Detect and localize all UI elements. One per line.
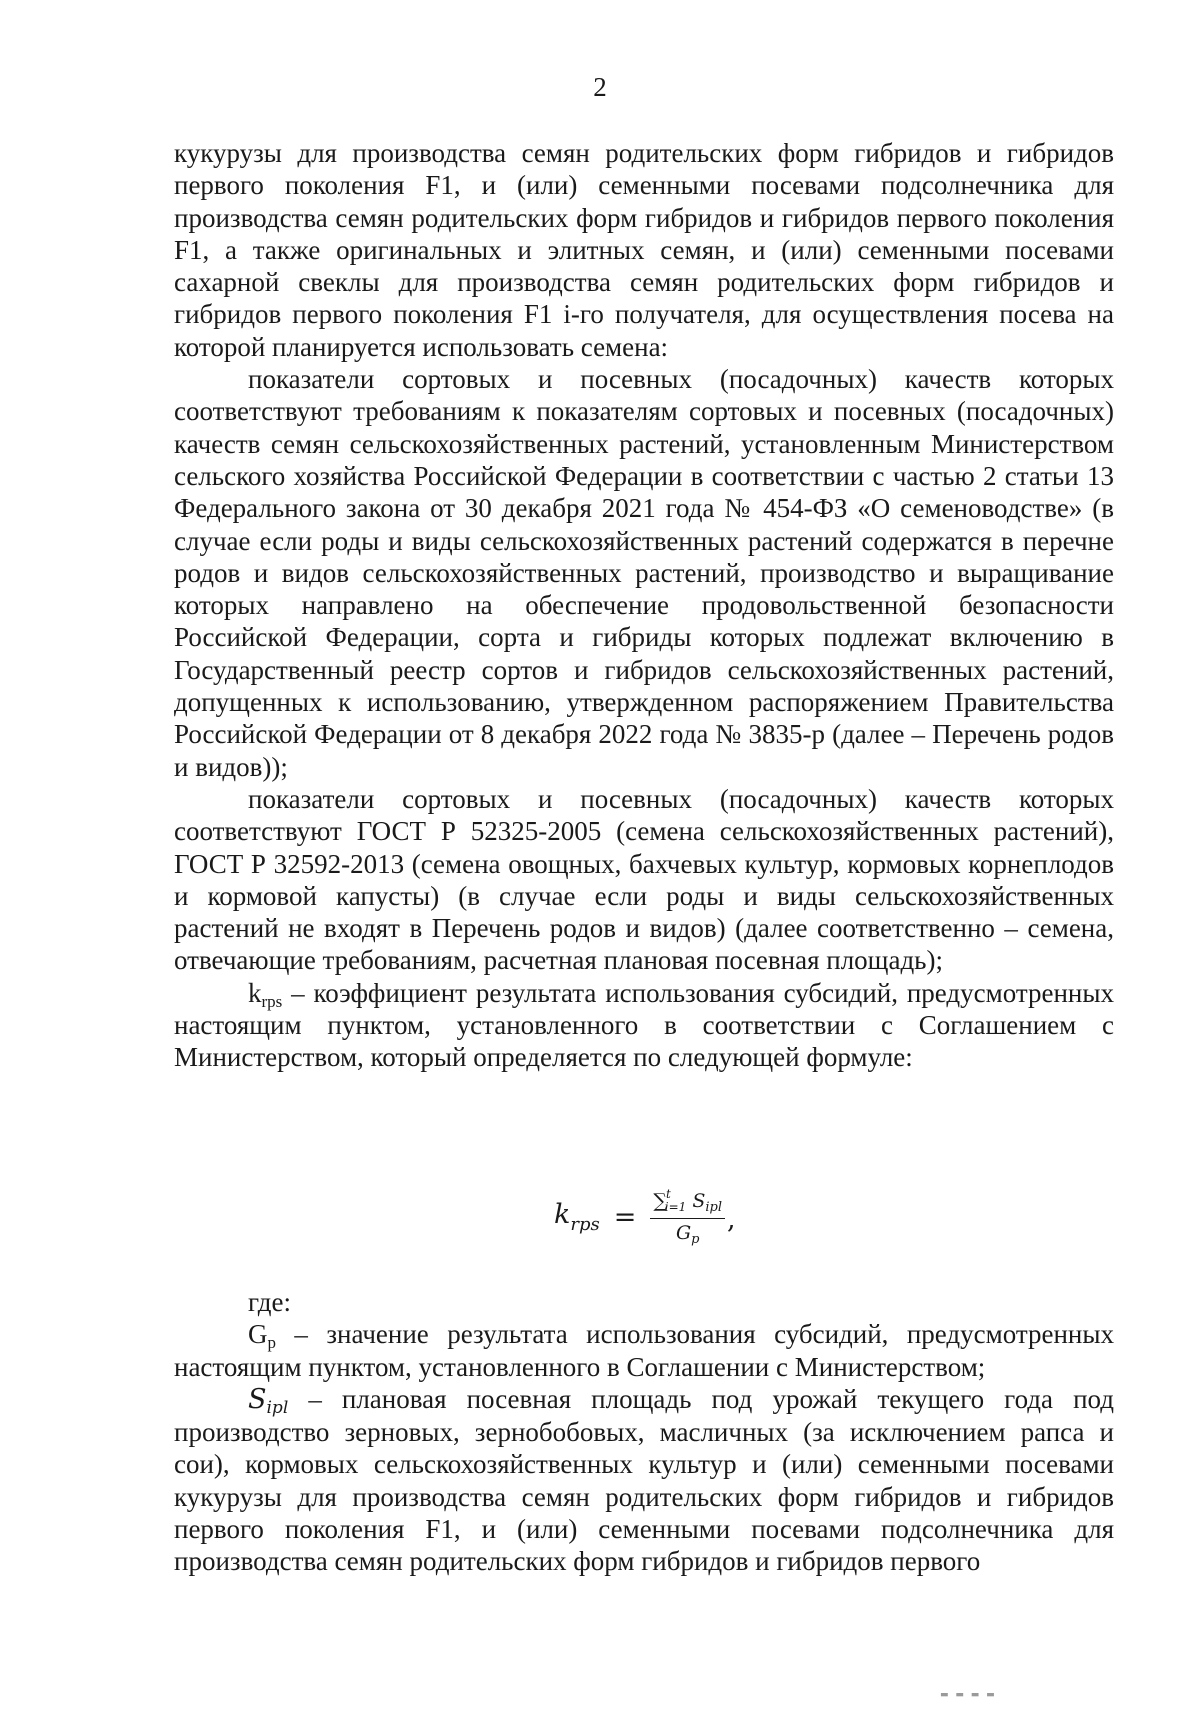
paragraph-gp-definition (174, 1318, 1114, 1383)
krps-symbol: k (248, 977, 262, 1008)
sipl-symbol: S (248, 1383, 267, 1415)
formula-comma: , (727, 1203, 736, 1235)
gp-subscript: p (267, 1333, 276, 1353)
page-number: 2 (593, 72, 607, 102)
sum-upper-limit: t (665, 1187, 671, 1201)
denominator-sub: p (691, 1232, 700, 1247)
gp-text: – значение результата использования субсидий, предусмотренных настоящим пунктом, установленного в Соглашении с Министерством; (174, 1319, 1114, 1382)
formula-lhs-var: k (554, 1199, 571, 1230)
formula-krps (554, 1182, 736, 1252)
formula-lhs-sub: rps (570, 1214, 600, 1235)
where-label: где: (248, 1287, 291, 1317)
formula-denominator (676, 1219, 700, 1247)
sipl-subscript: ipl (266, 1397, 289, 1418)
scan-footer-mark: ▬ ▬ ▬ ▬ (940, 1690, 997, 1700)
denominator-var: G (675, 1222, 692, 1244)
sum-sign: ∑ (653, 1190, 667, 1212)
text-block-bottom (174, 1286, 1114, 1578)
paragraph-continuation: кукурузы для производства семян родительских форм гибридов и гибридов первого поколения F1, и (или) семенными посевами подсолнечника для производства семян родительских форм гибридов и гибридов первого поколения F1, а также оригинальных и элитных семян, и (или) семенными посевами сахарной свеклы для производства семян родительских форм гибридов и гибридов первого поколения F1 i-го получателя, для осуществления посева на которой планируется использовать семена: (174, 138, 1114, 362)
numerator-sub: ipl (705, 1200, 723, 1215)
formula-fraction (650, 1187, 725, 1247)
numerator-var: S (692, 1190, 706, 1212)
krps-text: – коэффициент результата использования субсидий, предусмотренных настоящим пунктом, установленного в соответствии с Соглашением с Министерством, который определяется по следующей формуле: (174, 977, 1114, 1073)
sum-lower-limit: i=1 (664, 1200, 687, 1214)
paragraph-requirements-gost: показатели сортовых и посевных (посадочных) качеств которых соответствуют ГОСТ Р 52325-2005 (семена сельскохозяйственных растений), ГОСТ Р 32592-2013 (семена овощных, бахчевых культур, кормовых корнеплодов и кормовой капусты) (в случае если роды и виды сельскохозяйственных растений не входят в Перечень родов и видов) (далее соответственно – семена, отвечающие требованиям, расчетная плановая посевная площадь); (174, 783, 1114, 976)
krps-subscript: rps (261, 991, 283, 1011)
paragraph-krps-definition (174, 977, 1114, 1074)
sipl-text: – плановая посевная площадь под урожай текущего года под производство зерновых, зернобобовых, масличных (за исключением рапса и сои), кормовых сельскохозяйственных культур и (или) семенными посевами кукурузы для производства семян родительских форм гибридов и гибридов первого поколения F1, и (или) семенными посевами подсолнечника для производства семян родительских форм гибридов и гибридов первого (174, 1383, 1114, 1577)
paragraph-sipl-definition (174, 1383, 1114, 1578)
formula-equals: = (613, 1201, 637, 1233)
text-block-top (174, 137, 1114, 1074)
paragraph-requirements-ministry: показатели сортовых и посевных (посадочных) качеств которых соответствуют требованиям к показателям сортовых и посевных (посадочных) качеств семян сельскохозяйственных растений, установленным Министерством сельского хозяйства Российской Федерации в соответствии с частью 2 статьи 13 Федерального закона от 30 декабря 2021 года № 454-ФЗ «О семеноводстве» (в случае если роды и виды сельскохозяйственных растений содержатся в перечне родов и видов сельскохозяйственных растений, производство и выращивание которых направлено на обеспечение продовольственной безопасности Российской Федерации, сорта и гибриды которых подлежат включению в Государственный реестр сортов и гибридов сельскохозяйственных растений, допущенных к использованию, утвержденном распоряжением Правительства Российской Федерации от 8 декабря 2022 года № 3835-р (далее – Перечень родов и видов)); (174, 364, 1114, 782)
formula-numerator (650, 1187, 725, 1219)
gp-symbol: G (248, 1319, 268, 1350)
formula-lhs (554, 1199, 600, 1235)
